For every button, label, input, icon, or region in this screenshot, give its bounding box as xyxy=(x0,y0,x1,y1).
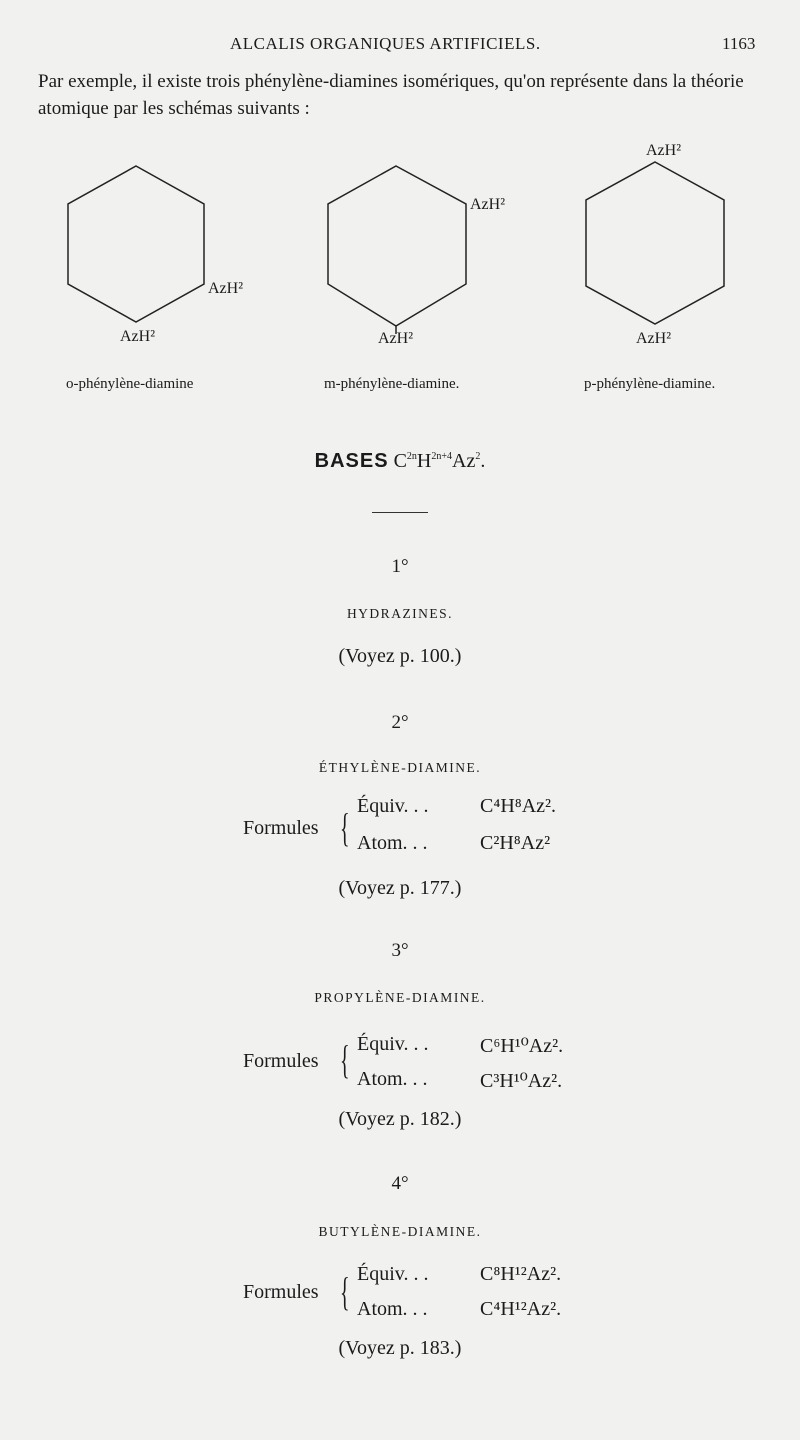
running-header: ALCALIS ORGANIQUES ARTIFICIELS. xyxy=(230,34,541,53)
para-caption: p-phénylène-diamine. xyxy=(584,376,716,392)
ortho-caption: o-phénylène-diamine xyxy=(66,376,194,392)
ortho-substituent-1: AzH² xyxy=(208,280,244,297)
meta-substituent-1: AzH² xyxy=(470,196,506,213)
section-title: ÉTHYLÈNE-DIAMINE. xyxy=(318,760,482,775)
meta-benzene-ring xyxy=(328,166,466,326)
atom-formula: C²H⁸Az² xyxy=(480,832,551,854)
bases-heading xyxy=(0,450,800,473)
formules-label: Formules xyxy=(243,1281,319,1303)
atom-formula: C⁴H¹²Az². xyxy=(480,1298,562,1320)
brace: { xyxy=(340,1269,350,1314)
atom-label: Atom. . . xyxy=(357,1068,428,1090)
formules-label: Formules xyxy=(243,817,319,839)
brace: { xyxy=(340,1037,350,1082)
section-number: 1° xyxy=(391,556,409,577)
page-number: 1163 xyxy=(722,34,756,53)
para-substituent-1: AzH² xyxy=(646,142,682,159)
page-reference: (Voyez p. 100.) xyxy=(338,645,462,667)
equiv-formula: C⁶H¹⁰Az². xyxy=(480,1035,564,1057)
ortho-benzene-ring xyxy=(68,166,204,322)
section-number: 3° xyxy=(391,940,409,961)
atom-label: Atom. . . xyxy=(357,1298,428,1320)
formules-label: Formules xyxy=(243,1050,319,1072)
para-benzene-ring xyxy=(586,162,724,324)
bases-formula: $C^{2n}H^{2n+4}Az^2$. xyxy=(393,450,486,472)
page-reference: (Voyez p. 177.) xyxy=(338,877,462,899)
ortho-substituent-2: AzH² xyxy=(120,328,156,345)
equiv-formula: C⁸H¹²Az². xyxy=(480,1263,562,1285)
atom-formula: C³H¹⁰Az². xyxy=(480,1070,563,1092)
meta-substituent-2: AzH² xyxy=(378,330,414,347)
bases-label: BASES xyxy=(314,450,389,472)
intro-paragraph: Par exemple, il existe trois phénylène-diamines isomériques, qu'on représente dans la théorie atomique par les schémas suivants : xyxy=(38,71,744,119)
section-title: HYDRAZINES. xyxy=(346,606,454,621)
section-number: 4° xyxy=(391,1173,409,1194)
equiv-label: Équiv. . . xyxy=(357,1033,429,1055)
section-title: BUTYLÈNE-DIAMINE. xyxy=(318,1224,482,1239)
equiv-label: Équiv. . . xyxy=(357,795,429,817)
page-reference: (Voyez p. 183.) xyxy=(338,1337,462,1359)
para-substituent-2: AzH² xyxy=(636,330,672,347)
section-title: PROPYLÈNE-DIAMINE. xyxy=(314,990,486,1005)
equiv-formula: C⁴H⁸Az². xyxy=(480,795,557,817)
section-number: 2° xyxy=(391,712,409,733)
divider-rule xyxy=(372,512,428,513)
brace: { xyxy=(340,805,350,850)
meta-caption: m-phénylène-diamine. xyxy=(324,376,460,392)
equiv-label: Équiv. . . xyxy=(357,1263,429,1285)
page-reference: (Voyez p. 182.) xyxy=(338,1108,462,1130)
atom-label: Atom. . . xyxy=(357,832,428,854)
